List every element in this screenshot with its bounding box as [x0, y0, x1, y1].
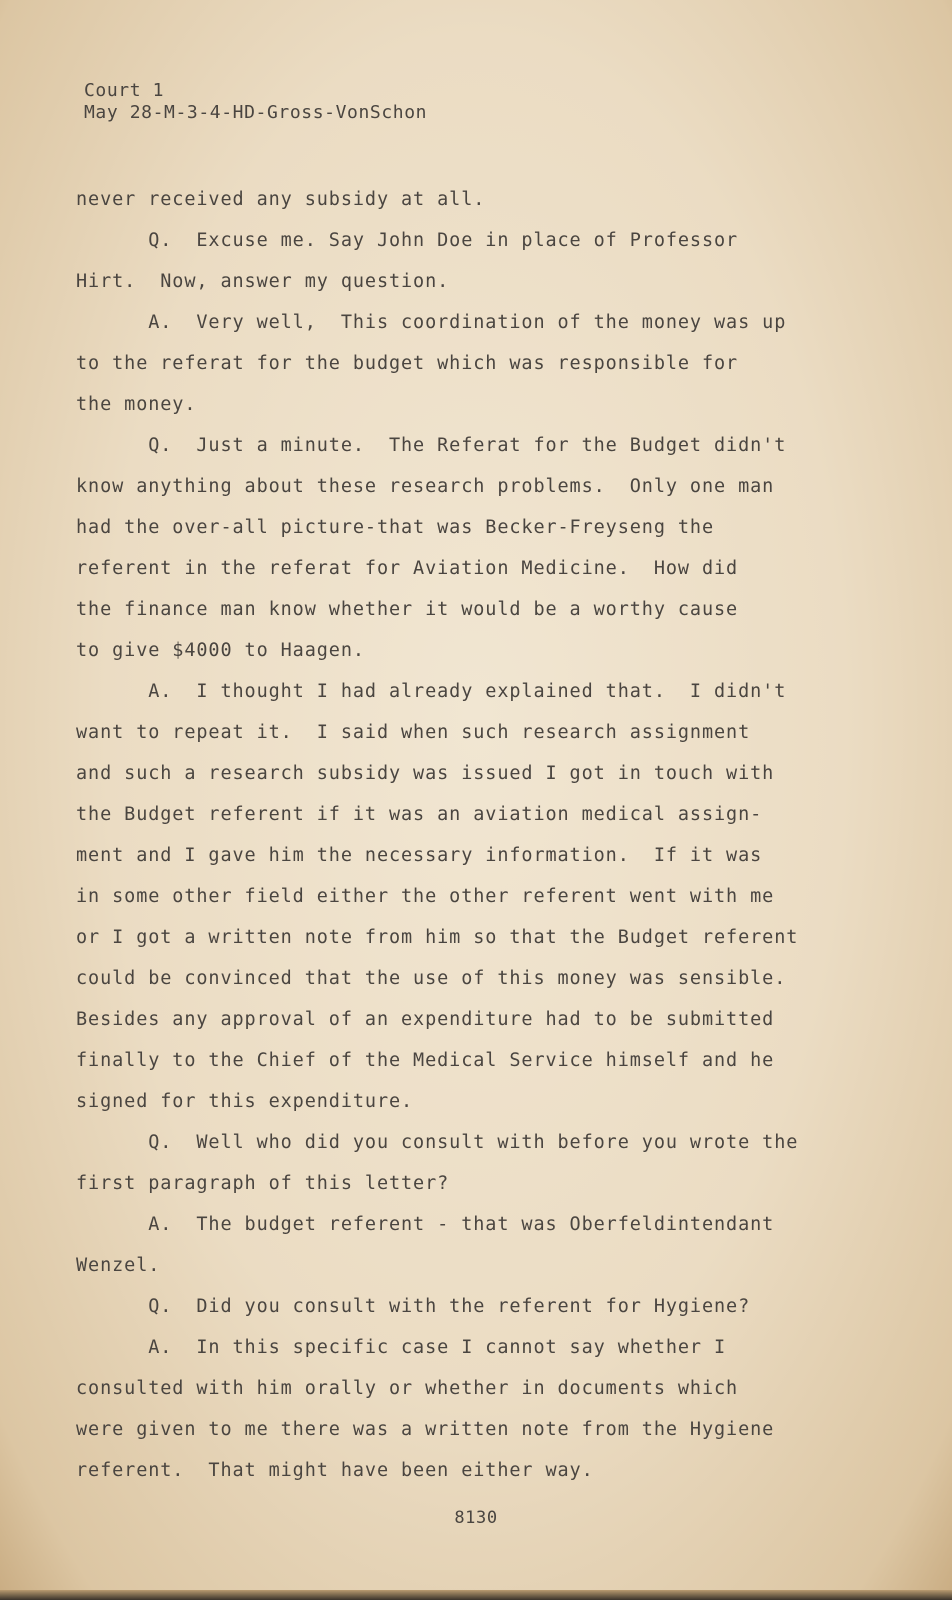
transcript-line: Q. Excuse me. Say John Doe in place of Professor [76, 230, 739, 251]
transcript-line: Hirt. Now, answer my question. [76, 271, 450, 292]
transcript-line: ment and I gave him the necessary information. If it was [76, 845, 763, 866]
transcript-line: want to repeat it. I said when such research assignment [76, 722, 751, 743]
header-reference: May 28-M-3-4-HD-Gross-VonSchon [84, 102, 428, 123]
transcript-line: were given to me there was a written note from the Hygiene [76, 1419, 775, 1440]
transcript-line: A. In this specific case I cannot say whether I [76, 1337, 727, 1358]
transcript-line: the money. [76, 394, 197, 415]
transcript-line: referent in the referat for Aviation Medicine. How did [76, 558, 739, 579]
transcript-line: first paragraph of this letter? [76, 1173, 450, 1194]
transcript-line: the Budget referent if it was an aviation medical assign- [76, 804, 763, 825]
transcript-line: A. I thought I had already explained that. I didn't [76, 681, 787, 702]
transcript-line: and such a research subsidy was issued I got in touch with [76, 763, 775, 784]
transcript-line: consulted with him orally or whether in documents which [76, 1378, 739, 1399]
page-bottom-edge [0, 1590, 952, 1600]
transcript-line: A. The budget referent - that was Oberfeldintendant [76, 1214, 775, 1235]
page-number: 8130 [454, 1508, 498, 1528]
transcript-line: to the referat for the budget which was responsible for [76, 353, 739, 374]
transcript-line: in some other field either the other referent went with me [76, 886, 775, 907]
transcript-line: know anything about these research problems. Only one man [76, 476, 775, 497]
transcript-line: finally to the Chief of the Medical Service himself and he [76, 1050, 775, 1071]
transcript-line: could be convinced that the use of this money was sensible. [76, 968, 787, 989]
transcript-line: had the over-all picture-that was Becker-Freyseng the [76, 517, 715, 538]
document-header [84, 80, 427, 124]
transcript-line: Q. Just a minute. The Referat for the Budget didn't [76, 435, 787, 456]
transcript-line: or I got a written note from him so that the Budget referent [76, 927, 799, 948]
transcript-line: never received any subsidy at all. [76, 189, 486, 210]
transcript-line: to give $4000 to Haagen. [76, 640, 365, 661]
header-court: Court 1 [84, 80, 165, 101]
transcript-line: A. Very well, This coordination of the money was up [76, 312, 787, 333]
transcript-line: signed for this expenditure. [76, 1091, 414, 1112]
transcript-line: Besides any approval of an expenditure had to be submitted [76, 1009, 775, 1030]
transcript-body [76, 179, 816, 1491]
transcript-line: Wenzel. [76, 1255, 161, 1276]
transcript-line: referent. That might have been either way. [76, 1460, 594, 1481]
transcript-line: Q. Well who did you consult with before you wrote the [76, 1132, 799, 1153]
transcript-line: Q. Did you consult with the referent for Hygiene? [76, 1296, 751, 1317]
transcript-line: the finance man know whether it would be a worthy cause [76, 599, 739, 620]
